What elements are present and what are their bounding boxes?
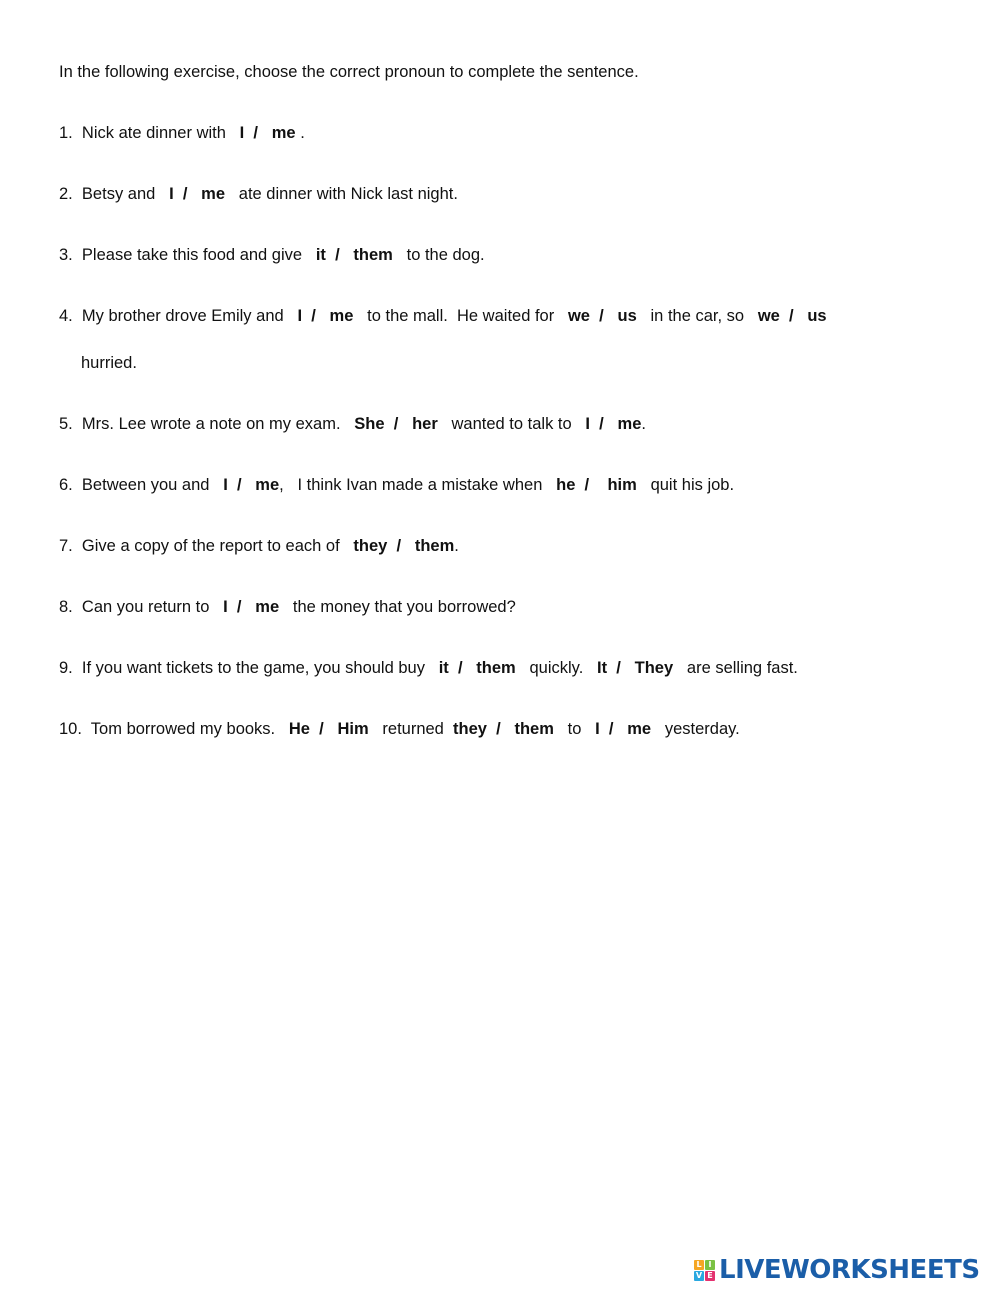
logo-mark-icon <box>694 1260 715 1281</box>
sentence-text: to the dog. <box>397 246 485 264</box>
pronoun-choice[interactable]: I / me <box>590 720 656 738</box>
sentence-text: quit his job. <box>641 476 735 494</box>
pronoun-choice[interactable]: they / them <box>348 537 455 555</box>
question-1 <box>59 123 305 143</box>
question-8 <box>59 597 516 617</box>
sentence-text: yesterday. <box>655 720 740 738</box>
sentence-text: 3. Please take this food and give <box>59 246 312 264</box>
pronoun-choice[interactable]: I / me <box>218 476 280 494</box>
sentence-text: returned <box>373 720 454 738</box>
pronoun-choice[interactable]: it / them <box>434 659 521 677</box>
pronoun-choice[interactable]: I / me <box>218 598 284 616</box>
logo-mark-cell: V <box>695 1271 703 1280</box>
sentence-text: quickly. <box>520 659 593 677</box>
pronoun-choice[interactable]: he / him <box>551 476 642 494</box>
pronoun-choice[interactable]: I / me <box>292 307 358 325</box>
logo-mark-cell: I <box>705 1260 715 1270</box>
sentence-text: , I think Ivan made a mistake when <box>279 476 552 494</box>
sentence-text: to <box>558 720 591 738</box>
sentence-text: 1. Nick ate dinner with <box>59 124 236 142</box>
sentence-text: 10. Tom borrowed my books. <box>59 720 285 738</box>
question-4 <box>59 306 827 326</box>
pronoun-choice[interactable]: I / me <box>164 185 230 203</box>
logo-mark-cell: L <box>694 1260 704 1270</box>
logo-text: LIVEWORKSHEETS <box>719 1255 980 1285</box>
sentence-text: 5. Mrs. Lee wrote a note on my exam. <box>59 415 350 433</box>
sentence-text: . <box>300 124 305 142</box>
logo-mark-cell: E <box>705 1271 715 1281</box>
question-10 <box>59 719 740 739</box>
sentence-text: the money that you borrowed? <box>283 598 516 616</box>
sentence-text: to the mall. He waited for <box>357 307 564 325</box>
sentence-text: 7. Give a copy of the report to each of <box>59 537 349 555</box>
pronoun-choice[interactable]: I / me <box>580 415 642 433</box>
pronoun-choice[interactable]: it / them <box>311 246 398 264</box>
pronoun-choice[interactable]: they / them <box>453 720 559 738</box>
question-2 <box>59 184 458 204</box>
pronoun-choice[interactable]: we / us <box>563 307 642 325</box>
sentence-text: are selling fast. <box>677 659 798 677</box>
liveworksheets-logo <box>694 1255 980 1285</box>
sentence-text: 4. My brother drove Emily and <box>59 307 293 325</box>
sentence-text: . <box>454 537 459 555</box>
sentence-text: 8. Can you return to <box>59 598 219 616</box>
sentence-text: wanted to talk to <box>442 415 581 433</box>
pronoun-choice[interactable]: She / her <box>349 415 443 433</box>
sentence-text: 9. If you want tickets to the game, you should buy <box>59 659 435 677</box>
question-5 <box>59 414 646 434</box>
sentence-text: 6. Between you and <box>59 476 219 494</box>
question-9 <box>59 658 798 678</box>
sentence-text: . <box>641 415 646 433</box>
sentence-text: in the car, so <box>641 307 754 325</box>
question-6 <box>59 475 734 495</box>
sentence-text: ate dinner with Nick last night. <box>229 185 458 203</box>
question-7 <box>59 536 459 556</box>
question-3 <box>59 245 485 265</box>
sentence-text: 2. Betsy and <box>59 185 165 203</box>
pronoun-choice[interactable]: we / us <box>753 307 827 325</box>
pronoun-choice[interactable]: He / Him <box>284 720 374 738</box>
pronoun-choice[interactable]: I / me <box>235 124 301 142</box>
pronoun-choice[interactable]: It / They <box>592 659 678 677</box>
instructions-text: In the following exercise, choose the correct pronoun to complete the sentence. <box>59 63 639 81</box>
question-4-continuation: hurried. <box>81 354 137 372</box>
